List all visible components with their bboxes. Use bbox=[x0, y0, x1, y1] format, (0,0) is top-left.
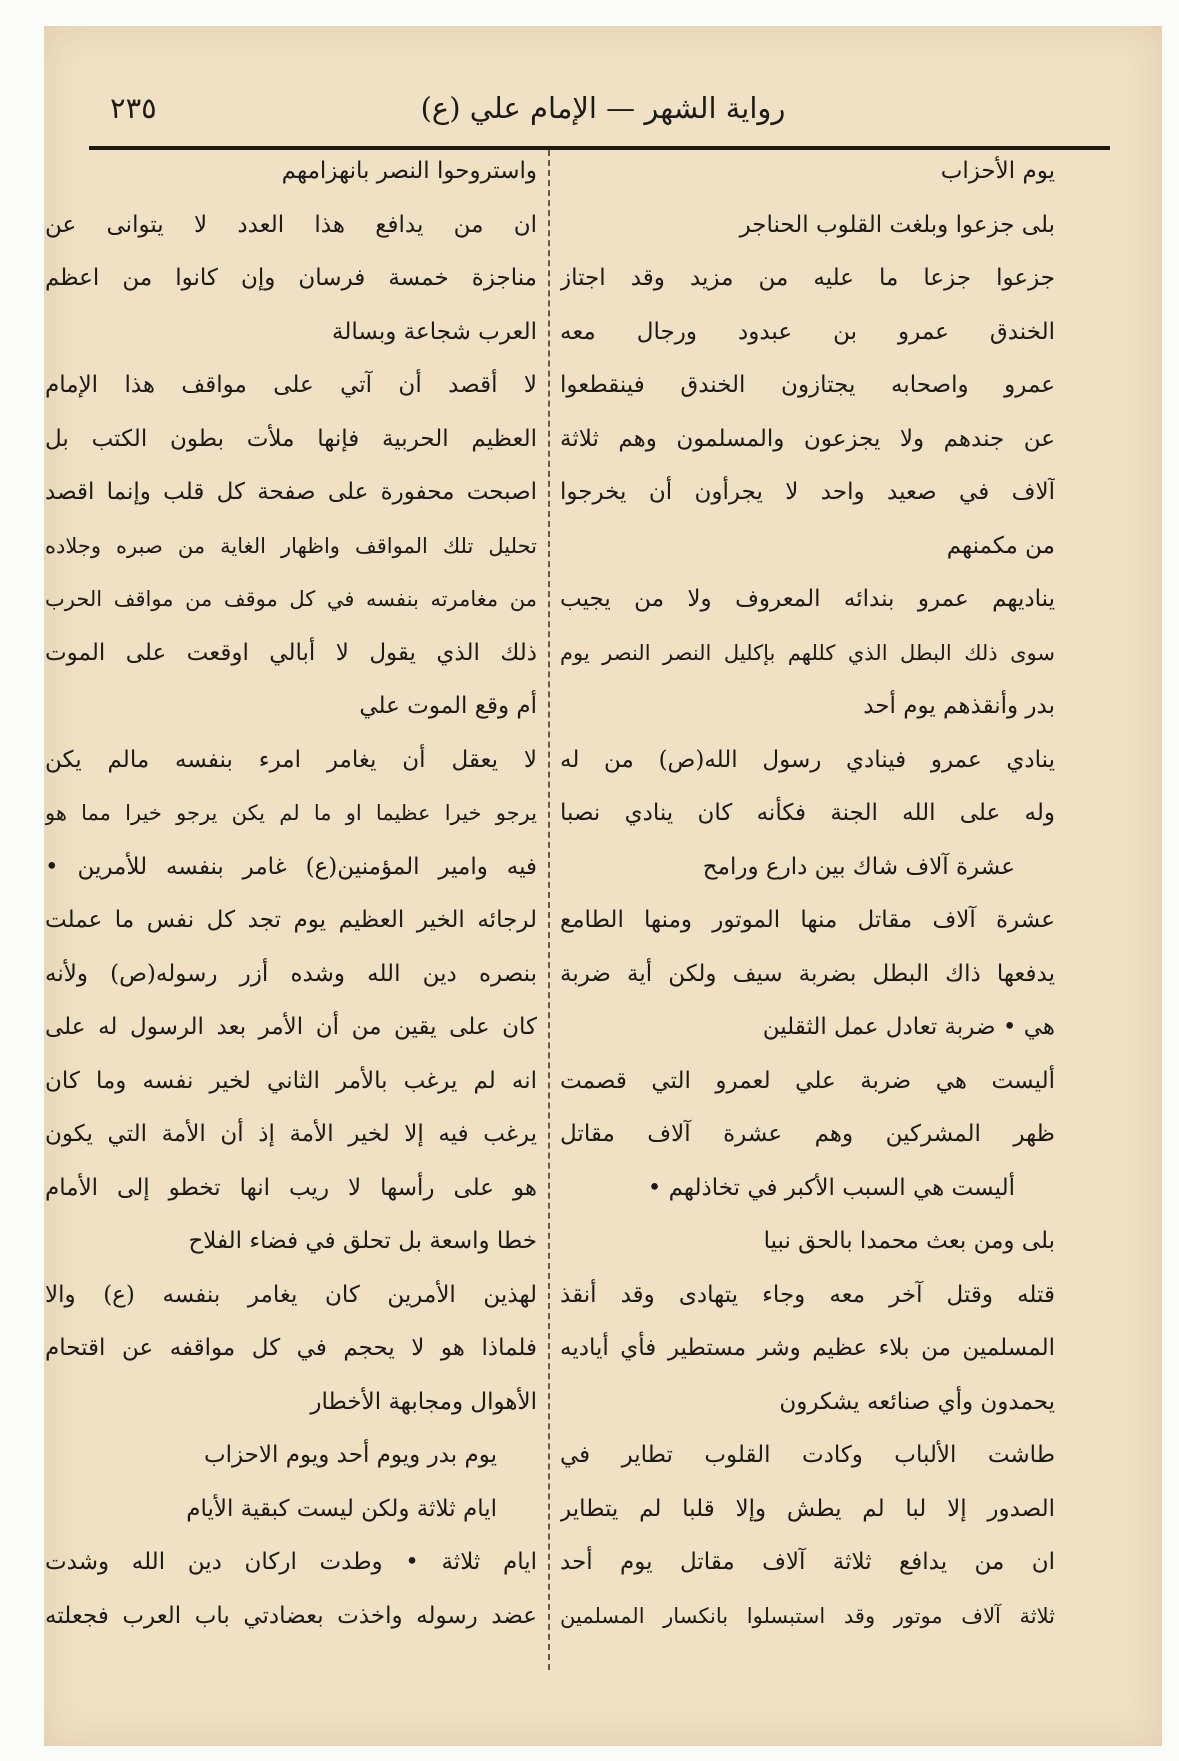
text-line: مناجزة خمسة فرسان وإن كانوا من اعظم bbox=[45, 265, 537, 291]
text-line: سوى ذلك البطل الذي كللهم بإكليل النصر النصر يوم bbox=[560, 640, 1055, 665]
column-divider bbox=[548, 150, 550, 1670]
text-line: لهذين الأمرين كان يغامر بنفسه (ع) والا bbox=[45, 1281, 537, 1308]
text-line: الخندق عمرو بن عبدود ورجال معه bbox=[560, 318, 1055, 345]
text-line: عشرة آلاف شاك بين دارع ورامح bbox=[702, 853, 1015, 880]
text-line: بدر وأنقذهم يوم أحد bbox=[863, 693, 1055, 719]
text-line: أم وقع الموت علي bbox=[359, 693, 537, 719]
text-line: ثلاثة آلاف موتور وقد استبسلوا بانكسار المسلمين bbox=[560, 1603, 1055, 1628]
text-line: يوم بدر ويوم أحد ويوم الاحزاب bbox=[203, 1442, 497, 1468]
text-line: واستروحوا النصر بانهزامهم bbox=[281, 158, 537, 184]
text-line: آلاف في صعيد واحد لا يجرأون أن يخرجوا bbox=[560, 479, 1055, 505]
text-line: يوم الأحزاب bbox=[940, 158, 1055, 184]
text-line: ايام ثلاثة • وطدت اركان دين الله وشدت bbox=[45, 1549, 537, 1575]
text-line: يرجو خيرا عظيما او ما لم يكن يرجو خيرا مما هو bbox=[45, 801, 537, 825]
text-line: انه لم يرغب بالأمر الثاني لخير نفسه وما كان bbox=[45, 1067, 537, 1094]
text-line: أليست هي السبب الأكبر في تخاذلهم • bbox=[647, 1174, 1015, 1201]
running-title: رواية الشهر — الإمام علي (ع) bbox=[420, 91, 786, 125]
page-number: ٢٣٥ bbox=[110, 91, 157, 125]
text-line: أليست هي ضربة علي لعمرو التي قصمت bbox=[560, 1067, 1055, 1094]
text-line: العرب شجاعة وبسالة bbox=[331, 318, 537, 345]
text-line: يرغب فيه إلا لخير الأمة إذ أن الأمة التي يكون bbox=[45, 1121, 537, 1147]
text-line: تحليل تلك المواقف واظهار الغاية من صبره وجلاده bbox=[45, 533, 537, 558]
text-line: بلى ومن بعث محمدا بالحق نبيا bbox=[763, 1228, 1055, 1254]
text-line: قتله وقتل آخر معه وجاء يتهادى وقد أنقذ bbox=[560, 1281, 1055, 1308]
text-line: فيه وامير المؤمنين(ع) غامر بنفسه للأمرين • bbox=[45, 853, 537, 880]
text-line: لرجائه الخير العظيم يوم تجد كل نفس ما عملت bbox=[45, 907, 537, 933]
text-line: من مكمنهم bbox=[946, 532, 1055, 559]
text-line: اصبحت محفورة على صفحة كل قلب وإنما اقصد bbox=[45, 479, 537, 505]
text-line: جزعوا جزعا ما عليه من مزيد وقد اجتاز bbox=[560, 265, 1055, 291]
text-line: خطا واسعة بل تحلق في فضاء الفلاح bbox=[188, 1228, 537, 1254]
text-line: الأهوال ومجابهة الأخطار bbox=[310, 1388, 537, 1415]
text-line: المسلمين من بلاء عظيم وشر مستطير فأي أياديه bbox=[560, 1335, 1055, 1361]
text-line: هو على رأسها لا ريب انها تخطو إلى الأمام bbox=[45, 1174, 537, 1201]
text-line: بلى جزعوا وبلغت القلوب الحناجر bbox=[739, 211, 1055, 238]
text-line: يحمدون وأي صنائعه يشكرون bbox=[779, 1388, 1055, 1415]
text-line: لا أقصد أن آتي على مواقف هذا الإمام bbox=[45, 372, 537, 398]
left-column bbox=[45, 145, 537, 1665]
text-line: بنصره دين الله وشده أزر رسوله(ص) ولأنه bbox=[45, 960, 537, 987]
text-line: ان من يدافع هذا العدد لا يتوانى عن bbox=[45, 211, 537, 238]
text-line: الصدور إلا لبا لم يطش وإلا قلبا لم يتطاير bbox=[560, 1495, 1055, 1522]
text-line: يدفعها ذاك البطل بضربة سيف ولكن أية ضربة bbox=[560, 960, 1055, 987]
text-line: عضد رسوله واخذت بعضادتي باب العرب فجعلته bbox=[45, 1602, 537, 1629]
text-line: هي • ضربة تعادل عمل الثقلين bbox=[762, 1014, 1055, 1040]
text-line: وله على الله الجنة فكأنه كان ينادي نصبا bbox=[560, 800, 1055, 826]
text-line: ايام ثلاثة ولكن ليست كبقية الأيام bbox=[186, 1495, 497, 1522]
text-line: لا يعقل أن يغامر امرء بنفسه مالم يكن bbox=[45, 746, 537, 773]
text-line: فلماذا هو لا يحجم في كل مواقفه عن اقتحام bbox=[45, 1335, 537, 1361]
text-line: من مغامرته بنفسه في كل موقف من مواقف الحرب bbox=[45, 587, 537, 611]
text-line: العظيم الحربية فإنها ملأت بطون الكتب بل bbox=[45, 425, 537, 452]
text-line: يناديهم عمرو بندائه المعروف ولا من يجيب bbox=[560, 586, 1055, 612]
text-line: ظهر المشركين وهم عشرة آلاف مقاتل bbox=[560, 1121, 1055, 1147]
text-line: ذلك الذي يقول لا أبالي اوقعت على الموت bbox=[45, 639, 537, 666]
text-line: ينادي عمرو فينادي رسول الله(ص) من له bbox=[560, 746, 1055, 773]
text-line: ان من يدافع ثلاثة آلاف مقاتل يوم أحد bbox=[560, 1549, 1055, 1575]
right-column bbox=[560, 145, 1055, 1665]
text-line: كان على يقين من أن الأمر بعد الرسول له على bbox=[45, 1014, 537, 1040]
text-line: طاشت الألباب وكادت القلوب تطاير في bbox=[560, 1442, 1055, 1468]
page-header bbox=[44, 26, 1162, 151]
text-line: عن جندهم ولا يجزعون والمسلمون وهم ثلاثة bbox=[560, 425, 1055, 452]
text-line: عشرة آلاف مقاتل منها الموتور ومنها الطامع bbox=[560, 907, 1055, 933]
text-line: عمرو واصحابه يجتازون الخندق فينقطعوا bbox=[560, 372, 1055, 398]
